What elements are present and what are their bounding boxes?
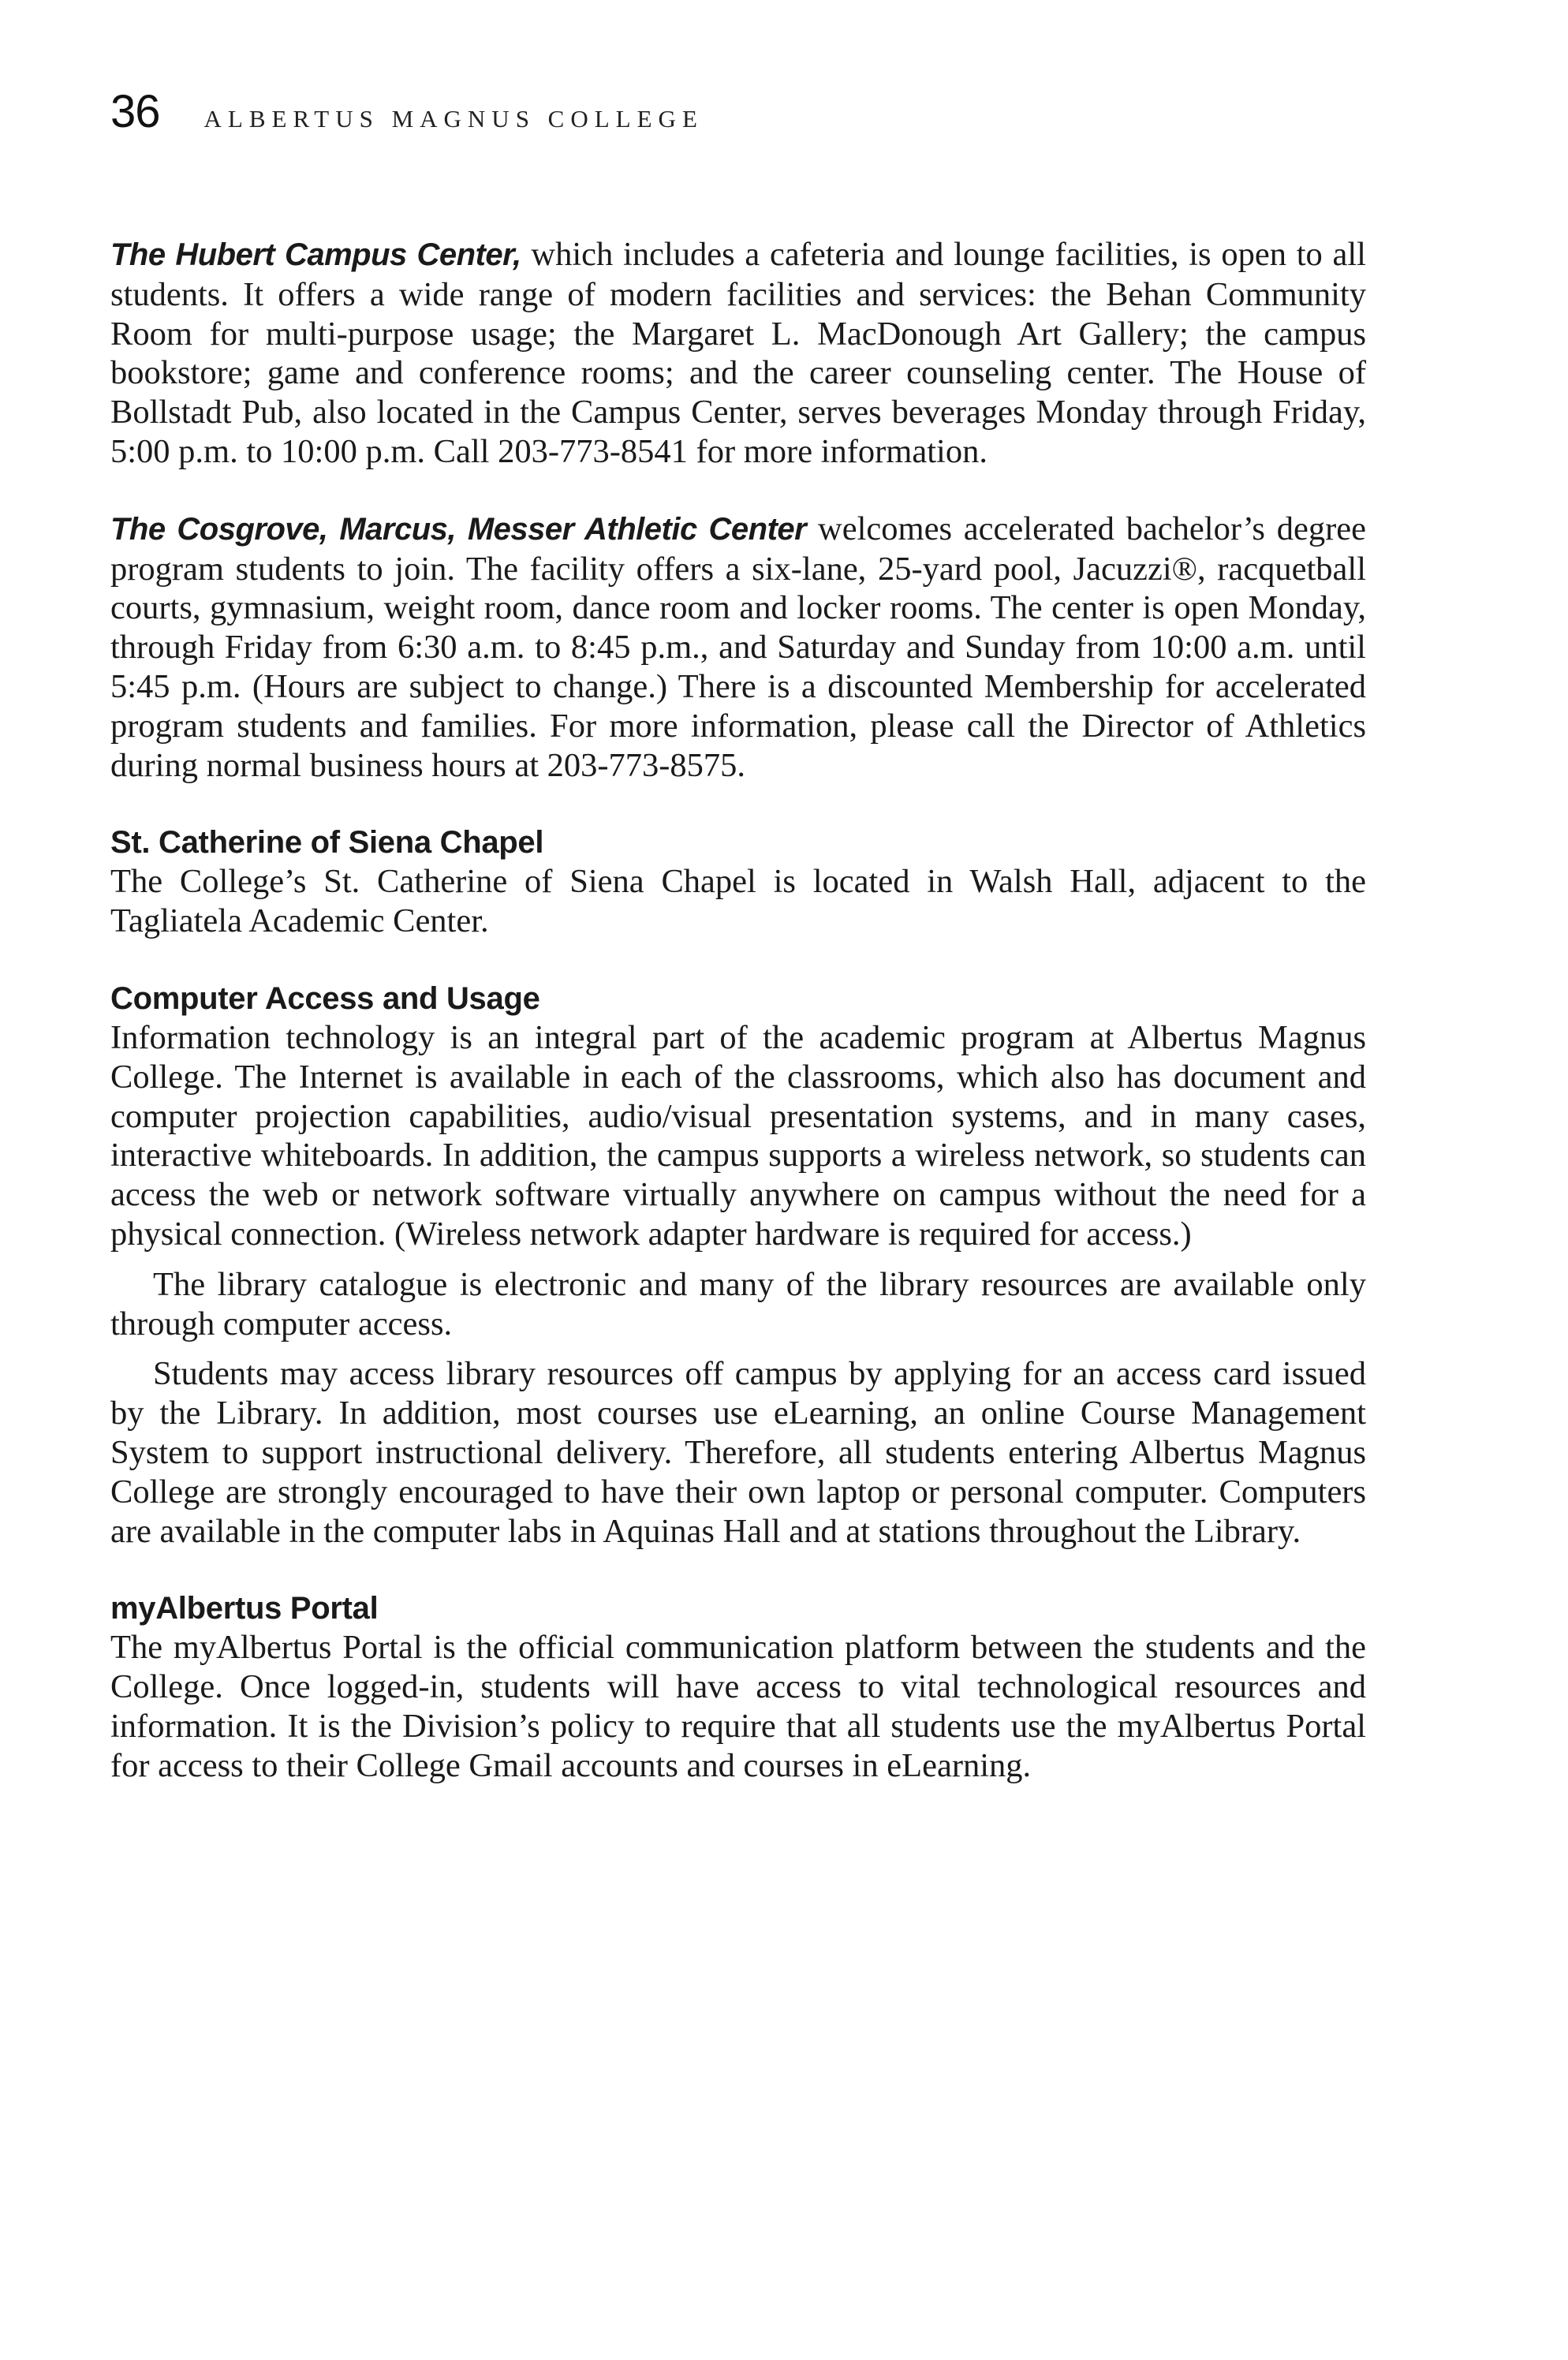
computer-access-paragraph-1: Information technology is an integral part of the academic program at Albertus Magnus College. The Internet is available in each of the classrooms, which also has document and computer projection capabilities, audio/visual presentation systems, and in many cases, interactive whiteboards. In addition, the campus supports a wireless network, so students can access the web or network software virtually anywhere on campus without the need for a physical connection. (Wireless network adapter hardware is required for access.): [110, 1018, 1366, 1253]
portal-section: [110, 1589, 1366, 1785]
campus-center-text: which includes a cafeteria and lounge facilities, is open to all students. It offers a wide range of modern facilities and services: the Behan Community Room for multi-purpose usage; the Margaret L. MacDonough Art Gallery; the campus bookstore; game and conference rooms; and the career counseling center. The House of Bollstadt Pub, also located in the Campus Center, serves beverages Monday through Friday, 5:00 p.m. to 10:00 p.m. Call 203-773-8541 for more information.: [110, 236, 1366, 470]
campus-center-paragraph: [110, 235, 1366, 472]
running-header: [110, 85, 704, 138]
portal-paragraph: The myAlbertus Portal is the official communication platform between the students and the College. Once logged-in, students will have access to vital technological resources and information. It is the Division’s policy to require that all students use the myAlbertus Portal for access to their College Gmail accounts and courses in eLearning.: [110, 1629, 1366, 1784]
athletic-center-lead-in: The Cosgrove, Marcus, Messer Athletic Center: [110, 511, 807, 547]
computer-access-heading: Computer Access and Usage: [110, 980, 540, 1016]
athletic-center-text: welcomes accelerated bachelor’s degree program students to join. The facility offers a six-lane, 25-yard pool, Jacuzzi®, racquetball courts, gymnasium, weight room, dance room and locker rooms. The center is open Monday, through Friday from 6:30 a.m. to 8:45 p.m., and Saturday and Sunday from 10:00 a.m. until 5:45 p.m. (Hours are subject to change.) There is a discounted Membership for accelerated program students and families. For more information, please call the Director of Athletics during normal business hours at 203-773-8575.: [110, 510, 1366, 784]
page-number: 36: [110, 86, 160, 137]
athletic-center-paragraph: [110, 510, 1366, 786]
campus-center-section: [110, 235, 1366, 472]
computer-access-section: [110, 979, 1366, 1551]
document-page: [110, 0, 1372, 2360]
page-content: [110, 235, 1366, 1824]
campus-center-lead-in: The Hubert Campus Center,: [110, 237, 521, 272]
portal-heading: myAlbertus Portal: [110, 1591, 379, 1626]
chapel-heading: St. Catherine of Siena Chapel: [110, 825, 544, 861]
chapel-section: [110, 823, 1366, 941]
running-title: ALBERTUS MAGNUS COLLEGE: [203, 105, 704, 133]
computer-access-paragraph-3: Students may access library resources off campus by applying for an access card issued by the Library. In addition, most courses use eLearning, an online Course Management System to support instructional delivery. Therefore, all students entering Albertus Magnus College are strongly encouraged to have their own laptop or personal computer. Computers are available in the computer labs in Aquinas Hall and at stations throughout the Library.: [110, 1355, 1366, 1550]
athletic-center-section: [110, 510, 1366, 786]
chapel-paragraph: The College’s St. Catherine of Siena Chapel is located in Walsh Hall, adjacent to the Tagliatela Academic Center.: [110, 863, 1366, 940]
computer-access-paragraph-2: The library catalogue is electronic and many of the library resources are available only through computer access.: [110, 1265, 1366, 1342]
